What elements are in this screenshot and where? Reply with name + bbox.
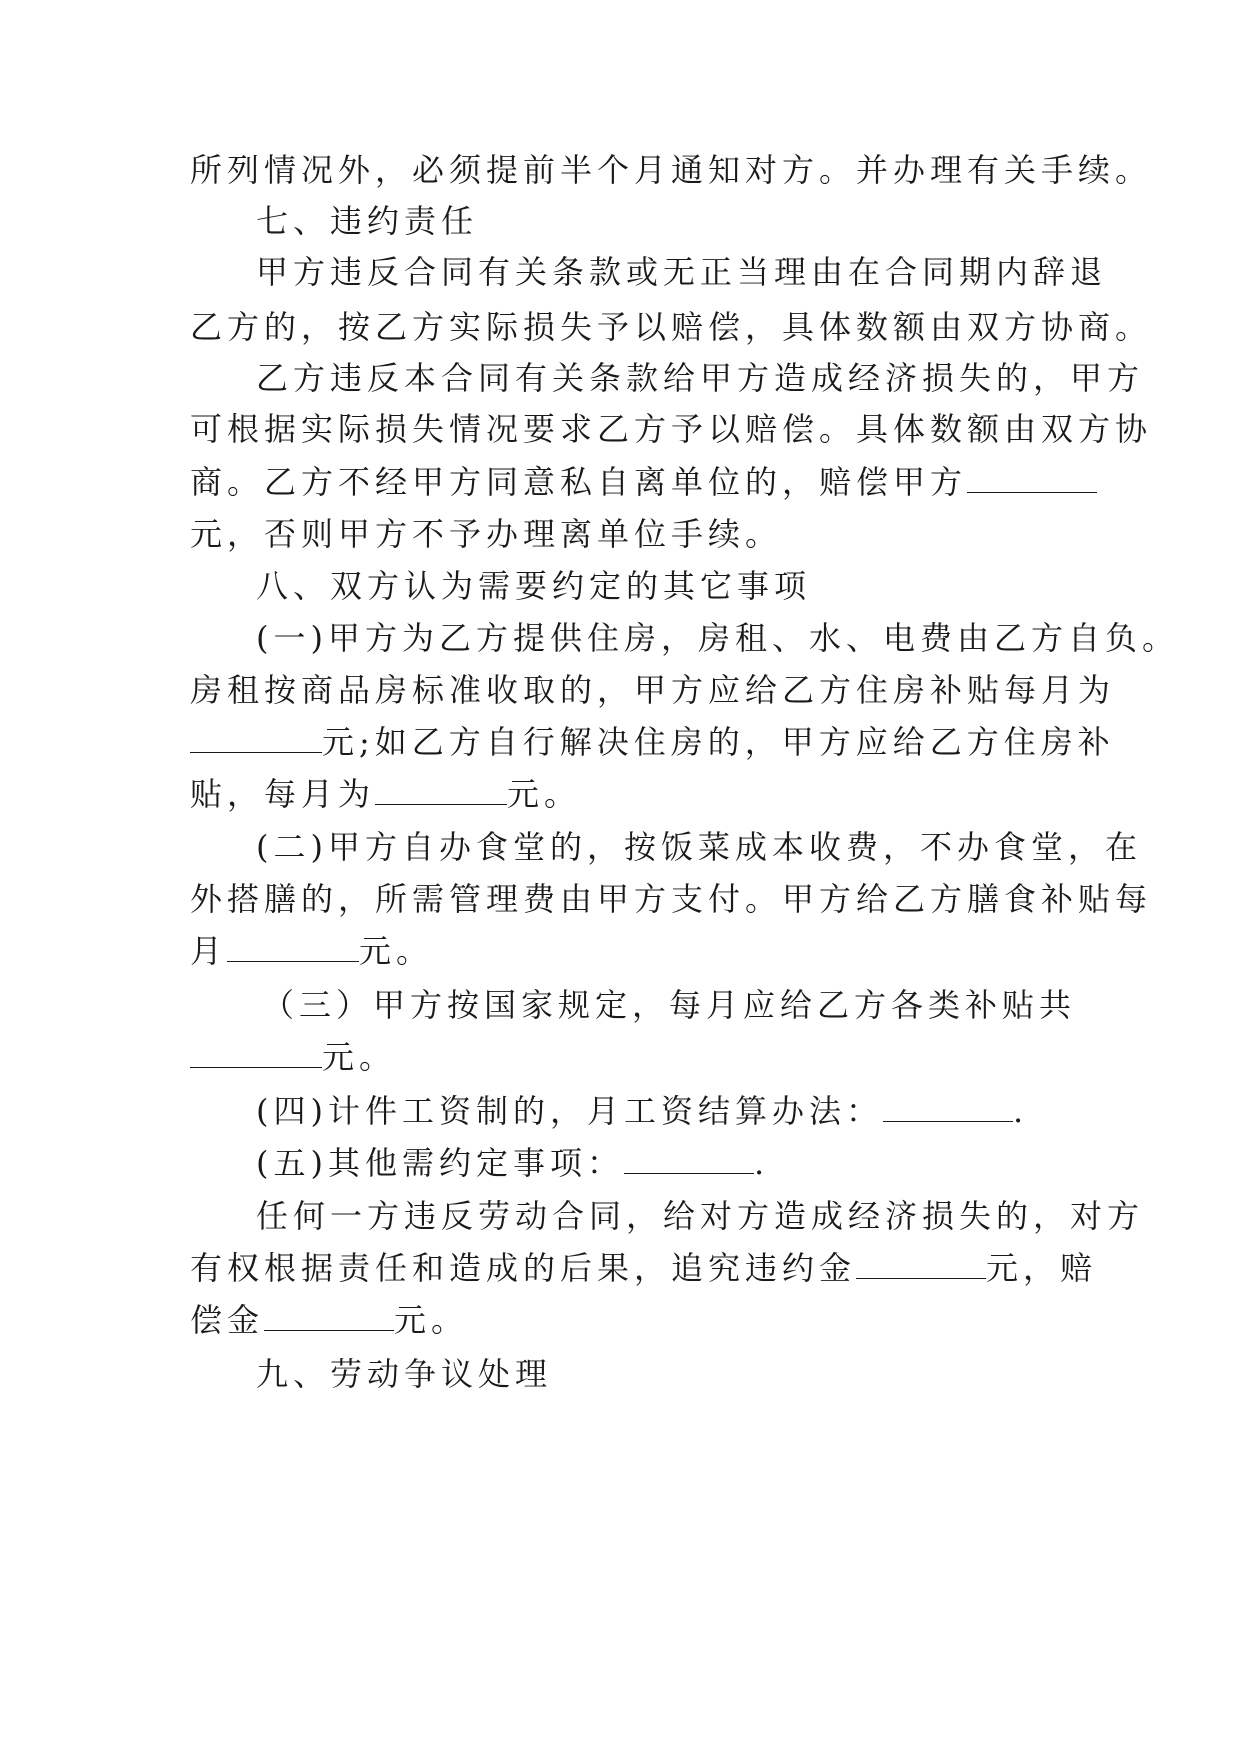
fill-in-blank[interactable] <box>624 1147 754 1174</box>
fill-in-blank[interactable] <box>856 1252 986 1279</box>
paragraph-line <box>190 670 1116 710</box>
paragraph-line <box>190 409 1153 449</box>
paragraph-line <box>256 1196 1145 1236</box>
paragraph-line <box>190 462 1070 502</box>
section-heading-breach <box>256 201 1070 241</box>
fill-in-blank[interactable] <box>190 726 322 753</box>
line-text: (二)甲方自办食堂的，按饭菜成本收费，不办食堂，在 <box>256 828 1142 866</box>
paragraph-line <box>190 1037 1070 1077</box>
line-text: 商。乙方不经甲方同意私自离单位的，赔偿甲方 <box>190 463 968 501</box>
paragraph-line <box>256 827 1142 867</box>
fill-in-blank[interactable] <box>227 935 359 962</box>
line-text: 元。 <box>322 1038 397 1076</box>
line-text: (五)其他需约定事项： <box>256 1144 624 1182</box>
line-text: （三）甲方按国家规定，每月应给乙方各类补贴共 <box>262 986 1077 1024</box>
fill-in-blank[interactable] <box>375 778 507 805</box>
paragraph-line <box>256 1143 1070 1183</box>
line-text: 月 <box>190 932 228 970</box>
paragraph-line <box>256 358 1145 398</box>
line-text: 外搭膳的，所需管理费由甲方支付。甲方给乙方膳食补贴每 <box>190 880 1153 918</box>
paragraph-line <box>190 514 1070 554</box>
paragraph-line <box>190 722 1115 762</box>
line-text: 贴，每月为 <box>190 775 376 813</box>
line-text-after: 元。 <box>359 932 434 970</box>
line-text: 乙方的，按乙方实际损失予以赔偿，具体数额由双方协商。 <box>190 308 1153 346</box>
line-text: 所列情况外，必须提前半个月通知对方。并办理有关手续。 <box>190 151 1153 189</box>
heading-text: 七、违约责任 <box>256 202 479 240</box>
line-text: 元，否则甲方不予办理离单位手续。 <box>190 515 783 553</box>
paragraph-line <box>190 1248 1098 1288</box>
fill-in-blank[interactable] <box>190 1041 322 1068</box>
line-text: (一)甲方为乙方提供住房，房租、水、电费由乙方自负。 <box>256 619 1179 657</box>
paragraph-line <box>190 150 1153 190</box>
line-text: 乙方违反本合同有关条款给甲方造成经济损失的，甲方 <box>256 359 1145 397</box>
line-text: 可根据实际损失情况要求乙方予以赔偿。具体数额由双方协 <box>190 410 1153 448</box>
paragraph-line <box>256 618 1179 658</box>
fill-in-blank[interactable] <box>264 1304 394 1331</box>
paragraph-line <box>262 985 1077 1025</box>
line-text: 房租按商品房标准收取的，甲方应给乙方住房补贴每月为 <box>190 671 1116 709</box>
paragraph-line <box>190 1300 1070 1340</box>
paragraph-line <box>190 931 1070 971</box>
paragraph-line <box>256 252 1108 292</box>
line-text-after: . <box>1012 1092 1029 1130</box>
heading-text: 九、劳动争议处理 <box>256 1355 553 1393</box>
fill-in-blank[interactable] <box>967 466 1097 493</box>
line-text-after: 元。 <box>507 775 582 813</box>
paragraph-line <box>190 879 1153 919</box>
line-text-after: . <box>753 1144 770 1182</box>
fill-in-blank[interactable] <box>883 1095 1013 1122</box>
line-text: 有权根据责任和造成的后果，追究违约金 <box>190 1249 857 1287</box>
line-text-after: 元。 <box>394 1301 469 1339</box>
paragraph-line <box>256 1091 1070 1131</box>
line-text: 任何一方违反劳动合同，给对方造成经济损失的，对方 <box>256 1197 1145 1235</box>
line-text: 偿金 <box>190 1301 265 1339</box>
paragraph-line <box>190 774 1070 814</box>
line-text: 元;如乙方自行解决住房的，甲方应给乙方住房补 <box>322 723 1115 761</box>
line-text: (四)计件工资制的，月工资结算办法： <box>256 1092 883 1130</box>
paragraph-line <box>190 307 1153 347</box>
section-heading-dispute <box>256 1354 1070 1394</box>
section-heading-other-matters <box>256 566 1070 606</box>
line-text: 甲方违反合同有关条款或无正当理由在合同期内辞退 <box>256 253 1108 291</box>
line-text-after: 元，赔 <box>986 1249 1098 1287</box>
heading-text: 八、双方认为需要约定的其它事项 <box>256 567 812 605</box>
